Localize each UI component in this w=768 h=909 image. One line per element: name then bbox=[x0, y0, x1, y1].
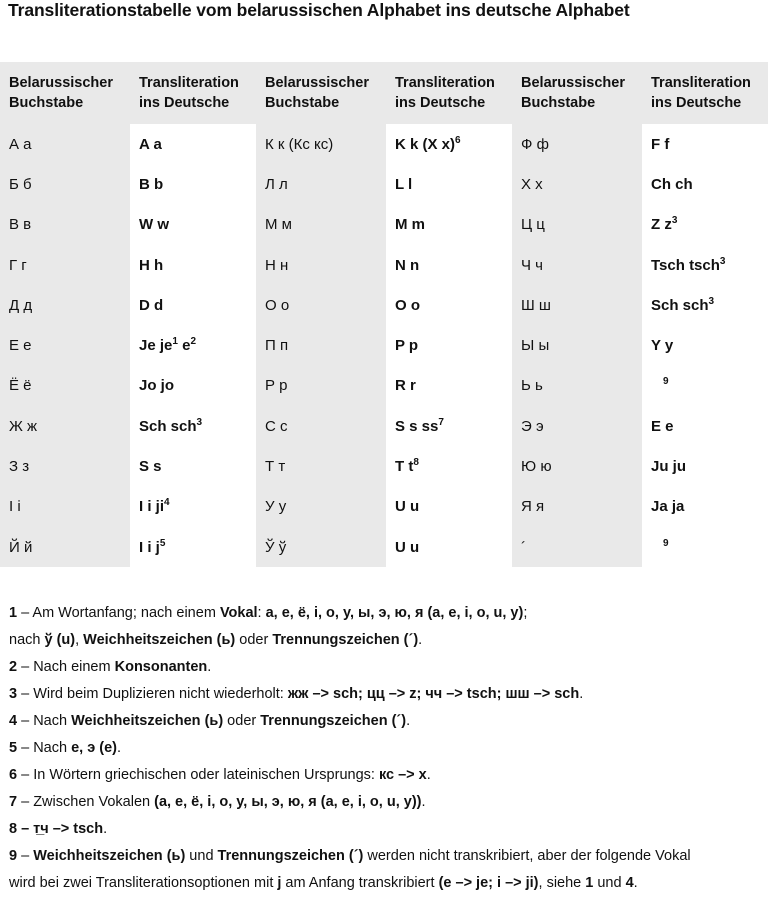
cyrillic-letter-cell bbox=[256, 245, 386, 285]
footnote-bold-text: Trennungszeichen (´) bbox=[272, 632, 419, 648]
cell-text: В в bbox=[9, 216, 32, 234]
footnote-ref: 8 bbox=[413, 457, 419, 469]
footnote-bold-text: Weichheitszeichen (ь) bbox=[83, 632, 236, 648]
cell-text: Я я bbox=[521, 498, 545, 516]
transliteration-cell bbox=[130, 446, 256, 486]
transliteration-cell bbox=[130, 527, 256, 567]
header-cyrillic-letter: Belarussischer Buchstabe bbox=[256, 62, 386, 124]
cell-text: П п bbox=[265, 337, 289, 355]
cell-text: С с bbox=[265, 417, 288, 435]
cell-text: Sch sch bbox=[651, 296, 709, 314]
footnote-bold-text: 1 bbox=[9, 605, 18, 621]
footnote-ref: 2 bbox=[190, 336, 197, 348]
footnote-ref: 9 bbox=[663, 376, 669, 388]
cell-text: І і bbox=[9, 498, 21, 516]
header-cyrillic-letter: Belarussischer Buchstabe bbox=[512, 62, 642, 124]
footnote-bold-text: 6 bbox=[9, 767, 18, 783]
cyrillic-letter-cell bbox=[256, 285, 386, 325]
cell-text: Ы ы bbox=[521, 337, 550, 355]
footnote-line bbox=[9, 762, 761, 789]
transliteration-table bbox=[0, 62, 768, 567]
footnote-bold-text: 4 bbox=[625, 875, 634, 891]
cell-text: Jo jo bbox=[139, 377, 175, 395]
cell-text: Б б bbox=[9, 175, 32, 193]
transliteration-cell bbox=[386, 366, 512, 406]
transliteration-cell bbox=[642, 164, 768, 204]
cell-text: e bbox=[177, 337, 191, 355]
transliteration-cell bbox=[642, 487, 768, 527]
transliteration-cell bbox=[642, 325, 768, 365]
cell-text: ´ bbox=[521, 538, 526, 556]
footnote-text: wird bei zwei Transliterationsoptionen mit bbox=[9, 875, 278, 891]
cell-text: L l bbox=[395, 175, 413, 193]
cell-text: Ч ч bbox=[521, 256, 543, 274]
transliteration-cell bbox=[130, 164, 256, 204]
cell-text: Р р bbox=[265, 377, 288, 395]
footnote-text: . bbox=[421, 794, 426, 810]
footnote-text: – Zwischen Vokalen bbox=[17, 794, 155, 810]
footnote-bold-text: е, э (e) bbox=[71, 740, 117, 756]
cell-text: H h bbox=[139, 256, 164, 274]
cyrillic-letter-cell bbox=[512, 325, 642, 365]
table-row bbox=[0, 285, 768, 325]
cyrillic-letter-cell bbox=[256, 527, 386, 567]
cyrillic-letter-cell bbox=[0, 164, 130, 204]
footnote-bold-text: Vokal bbox=[219, 605, 258, 621]
transliteration-cell bbox=[130, 406, 256, 446]
table-row bbox=[0, 325, 768, 365]
transliteration-cell bbox=[386, 124, 512, 164]
footnote-line bbox=[9, 708, 761, 735]
transliteration-cell bbox=[386, 205, 512, 245]
cyrillic-letter-cell bbox=[0, 285, 130, 325]
cell-text: Ф ф bbox=[521, 135, 549, 153]
cell-text: O o bbox=[395, 296, 420, 314]
footnote-ref: 3 bbox=[719, 255, 726, 267]
cell-text: Й й bbox=[9, 538, 33, 556]
cell-text: U u bbox=[395, 538, 420, 556]
cell-text: Н н bbox=[265, 256, 289, 274]
transliteration-cell bbox=[386, 285, 512, 325]
footnote-line bbox=[9, 870, 761, 897]
transliteration-cell bbox=[386, 446, 512, 486]
cyrillic-letter-cell bbox=[0, 446, 130, 486]
footnote-line bbox=[9, 627, 761, 654]
transliteration-cell bbox=[642, 366, 768, 406]
footnote-line bbox=[9, 600, 761, 627]
cyrillic-letter-cell bbox=[512, 487, 642, 527]
footnote-line bbox=[9, 816, 761, 843]
cell-text: Ю ю bbox=[521, 458, 552, 476]
cell-text: S s ss bbox=[395, 417, 439, 435]
cell-text: A a bbox=[139, 135, 162, 153]
footnote-text: . bbox=[116, 740, 121, 756]
cell-text: А а bbox=[9, 135, 32, 153]
footnote-bold-text: 9 bbox=[9, 848, 18, 864]
cell-text: Ц ц bbox=[521, 216, 545, 234]
header-transliteration: Transliteration ins Deutsche bbox=[130, 62, 256, 124]
footnote-bold-text: 8 – т̲ч –> tsch bbox=[9, 821, 104, 837]
footnote-text: und bbox=[593, 875, 626, 891]
page-title: Transliterationstabelle vom belarussischen Alphabet ins deutsche Alphabet bbox=[8, 0, 630, 20]
header-transliteration: Transliteration ins Deutsche bbox=[642, 62, 768, 124]
cell-text: I i ji bbox=[139, 498, 165, 516]
footnote-bold-text: ў (u) bbox=[44, 632, 76, 648]
cyrillic-letter-cell bbox=[256, 446, 386, 486]
cyrillic-letter-cell bbox=[0, 406, 130, 446]
cell-text: N n bbox=[395, 256, 420, 274]
footnote-line bbox=[9, 789, 761, 816]
cell-text: Ь ь bbox=[521, 377, 543, 395]
footnote-bold-text: j bbox=[277, 875, 282, 891]
cyrillic-letter-cell bbox=[0, 325, 130, 365]
cyrillic-letter-cell bbox=[256, 325, 386, 365]
footnote-line bbox=[9, 681, 761, 708]
cell-text: Ў ў bbox=[265, 538, 287, 556]
footnote-ref: 1 bbox=[172, 336, 178, 348]
transliteration-cell bbox=[386, 527, 512, 567]
footnote-bold-text: 1 bbox=[585, 875, 594, 891]
footnote-text: ; bbox=[523, 605, 528, 621]
footnote-text: – Am Wortanfang; nach einem bbox=[17, 605, 220, 621]
cell-text: Tsch tsch bbox=[651, 256, 720, 274]
footnote-bold-text: 5 bbox=[9, 740, 18, 756]
footnote-text: . bbox=[103, 821, 108, 837]
cell-text: Ju ju bbox=[651, 458, 687, 476]
table-header-row bbox=[0, 62, 768, 124]
transliteration-cell bbox=[386, 487, 512, 527]
cyrillic-letter-cell bbox=[256, 366, 386, 406]
cyrillic-letter-cell bbox=[512, 446, 642, 486]
cell-text: B b bbox=[139, 175, 164, 193]
footnote-ref: 7 bbox=[438, 416, 444, 428]
footnote-line bbox=[9, 843, 761, 870]
transliteration-cell bbox=[642, 245, 768, 285]
footnote-text: – Nach einem bbox=[17, 659, 115, 675]
footnote-bold-text: жж –> sch; цц –> z; чч –> tsch; шш –> sch bbox=[287, 686, 580, 702]
cell-text: Sch sch bbox=[139, 417, 197, 435]
footnote-bold-text: 2 bbox=[9, 659, 18, 675]
cyrillic-letter-cell bbox=[512, 205, 642, 245]
cell-text: М м bbox=[265, 216, 292, 234]
footnote-bold-text: Weichheitszeichen (ь) bbox=[33, 848, 186, 864]
table-row bbox=[0, 406, 768, 446]
footnote-text: werden nicht transkribiert, aber der folgende Vokal bbox=[363, 848, 691, 864]
footnote-bold-text: (е –> je; і –> ji) bbox=[438, 875, 539, 891]
cell-text: Ё ё bbox=[9, 377, 32, 395]
cell-text: P p bbox=[395, 337, 419, 355]
cell-text: D d bbox=[139, 296, 164, 314]
footnote-text: , siehe bbox=[538, 875, 586, 891]
footnote-ref: 5 bbox=[159, 537, 166, 549]
cell-text: Z z bbox=[651, 216, 672, 234]
transliteration-cell bbox=[130, 366, 256, 406]
cyrillic-letter-cell bbox=[512, 406, 642, 446]
cyrillic-letter-cell bbox=[256, 164, 386, 204]
cyrillic-letter-cell bbox=[0, 124, 130, 164]
footnotes bbox=[9, 600, 761, 897]
cell-text: Ja ja bbox=[651, 498, 685, 516]
footnote-bold-text: Weichheitszeichen (ь) bbox=[71, 713, 224, 729]
transliteration-cell bbox=[130, 285, 256, 325]
footnote-ref: 3 bbox=[708, 295, 715, 307]
footnote-text: . bbox=[406, 713, 411, 729]
table-row bbox=[0, 527, 768, 567]
cyrillic-letter-cell bbox=[512, 124, 642, 164]
cyrillic-letter-cell bbox=[0, 527, 130, 567]
transliteration-cell bbox=[642, 446, 768, 486]
cyrillic-letter-cell bbox=[256, 205, 386, 245]
footnote-bold-text: Trennungszeichen (´) bbox=[260, 713, 407, 729]
transliteration-cell bbox=[386, 325, 512, 365]
cell-text: Ж ж bbox=[9, 417, 38, 435]
footnote-bold-text: 3 bbox=[9, 686, 18, 702]
footnote-ref: 3 bbox=[671, 215, 678, 227]
cell-text: W w bbox=[139, 216, 169, 234]
footnote-ref: 9 bbox=[663, 537, 669, 549]
cell-text: Y y bbox=[651, 337, 674, 355]
footnote-bold-text: Trennungszeichen (´) bbox=[217, 848, 364, 864]
transliteration-cell bbox=[642, 406, 768, 446]
cyrillic-letter-cell bbox=[512, 245, 642, 285]
cell-text: R r bbox=[395, 377, 416, 395]
table-row bbox=[0, 487, 768, 527]
footnote-line bbox=[9, 654, 761, 681]
footnote-text: – Nach bbox=[17, 713, 72, 729]
cell-text: I i j bbox=[139, 538, 160, 556]
table-body bbox=[0, 124, 768, 567]
footnote-text: am Anfang transkribiert bbox=[281, 875, 439, 891]
footnote-text: . bbox=[426, 767, 431, 783]
footnote-text: – In Wörtern griechischen oder lateinischen Ursprungs: bbox=[17, 767, 379, 783]
table-row bbox=[0, 245, 768, 285]
cell-text: Л л bbox=[265, 175, 288, 193]
footnote-ref: 4 bbox=[164, 497, 170, 509]
transliteration-cell bbox=[642, 124, 768, 164]
cell-text: Х х bbox=[521, 175, 543, 193]
cell-text: Д д bbox=[9, 296, 33, 314]
table-row bbox=[0, 446, 768, 486]
cyrillic-letter-cell bbox=[0, 245, 130, 285]
cell-text: E e bbox=[651, 417, 674, 435]
cell-text: K k (X x) bbox=[395, 135, 456, 153]
footnote-text: und bbox=[185, 848, 218, 864]
footnote-text: , bbox=[75, 632, 84, 648]
cell-text: M m bbox=[395, 216, 425, 234]
footnote-line bbox=[9, 735, 761, 762]
cell-text: T t bbox=[395, 458, 414, 476]
footnote-text: – Nach bbox=[17, 740, 72, 756]
footnote-text: . bbox=[579, 686, 584, 702]
transliteration-cell bbox=[386, 164, 512, 204]
transliteration-cell bbox=[130, 245, 256, 285]
cyrillic-letter-cell bbox=[0, 205, 130, 245]
cyrillic-letter-cell bbox=[512, 164, 642, 204]
cell-text: Je je bbox=[139, 337, 173, 355]
footnote-text: . bbox=[633, 875, 638, 891]
footnote-bold-text: Konsonanten bbox=[114, 659, 208, 675]
footnote-text: : bbox=[257, 605, 266, 621]
header-cyrillic-letter: Belarussischer Buchstabe bbox=[0, 62, 130, 124]
cell-text: F f bbox=[651, 135, 670, 153]
footnote-text: . bbox=[418, 632, 423, 648]
footnote-text: oder bbox=[223, 713, 261, 729]
cell-text: Ch ch bbox=[651, 175, 693, 193]
footnote-text: nach bbox=[9, 632, 45, 648]
cell-text: У у bbox=[265, 498, 287, 516]
table-row bbox=[0, 366, 768, 406]
cell-text: Е е bbox=[9, 337, 32, 355]
footnote-ref: 3 bbox=[196, 416, 203, 428]
footnote-bold-text: кс –> x bbox=[378, 767, 427, 783]
cyrillic-letter-cell bbox=[256, 406, 386, 446]
footnote-text: oder bbox=[235, 632, 273, 648]
table-row bbox=[0, 164, 768, 204]
footnote-text: . bbox=[207, 659, 212, 675]
table-row bbox=[0, 124, 768, 164]
footnote-bold-text: (а, е, ё, і, о, у, ы, э, ю, я (a, e, i, o, u, y)) bbox=[154, 794, 422, 810]
cell-text: О о bbox=[265, 296, 290, 314]
cyrillic-letter-cell bbox=[0, 487, 130, 527]
footnote-ref: 6 bbox=[455, 134, 461, 146]
cyrillic-letter-cell bbox=[512, 527, 642, 567]
transliteration-cell bbox=[130, 325, 256, 365]
footnote-bold-text: 7 bbox=[9, 794, 18, 810]
cell-text: Э э bbox=[521, 417, 544, 435]
cyrillic-letter-cell bbox=[256, 487, 386, 527]
cell-text: Г г bbox=[9, 256, 27, 274]
transliteration-cell bbox=[642, 205, 768, 245]
footnote-text: – bbox=[17, 848, 34, 864]
footnote-bold-text: 4 bbox=[9, 713, 18, 729]
transliteration-cell bbox=[386, 406, 512, 446]
cell-text: Ш ш bbox=[521, 296, 551, 314]
transliteration-cell bbox=[386, 245, 512, 285]
table-row bbox=[0, 205, 768, 245]
transliteration-cell bbox=[130, 205, 256, 245]
cyrillic-letter-cell bbox=[0, 366, 130, 406]
transliteration-cell bbox=[130, 487, 256, 527]
footnote-bold-text: а, е, ё, і, о, у, ы, э, ю, я (a, e, i, o, u, y) bbox=[265, 605, 524, 621]
cell-text: Т т bbox=[265, 458, 286, 476]
cyrillic-letter-cell bbox=[512, 285, 642, 325]
cell-text: U u bbox=[395, 498, 420, 516]
cyrillic-letter-cell bbox=[256, 124, 386, 164]
cell-text: З з bbox=[9, 458, 30, 476]
cell-text: S s bbox=[139, 458, 162, 476]
cyrillic-letter-cell bbox=[512, 366, 642, 406]
header-transliteration: Transliteration ins Deutsche bbox=[386, 62, 512, 124]
cell-text: К к (Кс кс) bbox=[265, 135, 334, 153]
footnote-text: – Wird beim Duplizieren nicht wiederholt: bbox=[17, 686, 288, 702]
transliteration-cell bbox=[130, 124, 256, 164]
transliteration-cell bbox=[642, 285, 768, 325]
transliteration-cell bbox=[642, 527, 768, 567]
